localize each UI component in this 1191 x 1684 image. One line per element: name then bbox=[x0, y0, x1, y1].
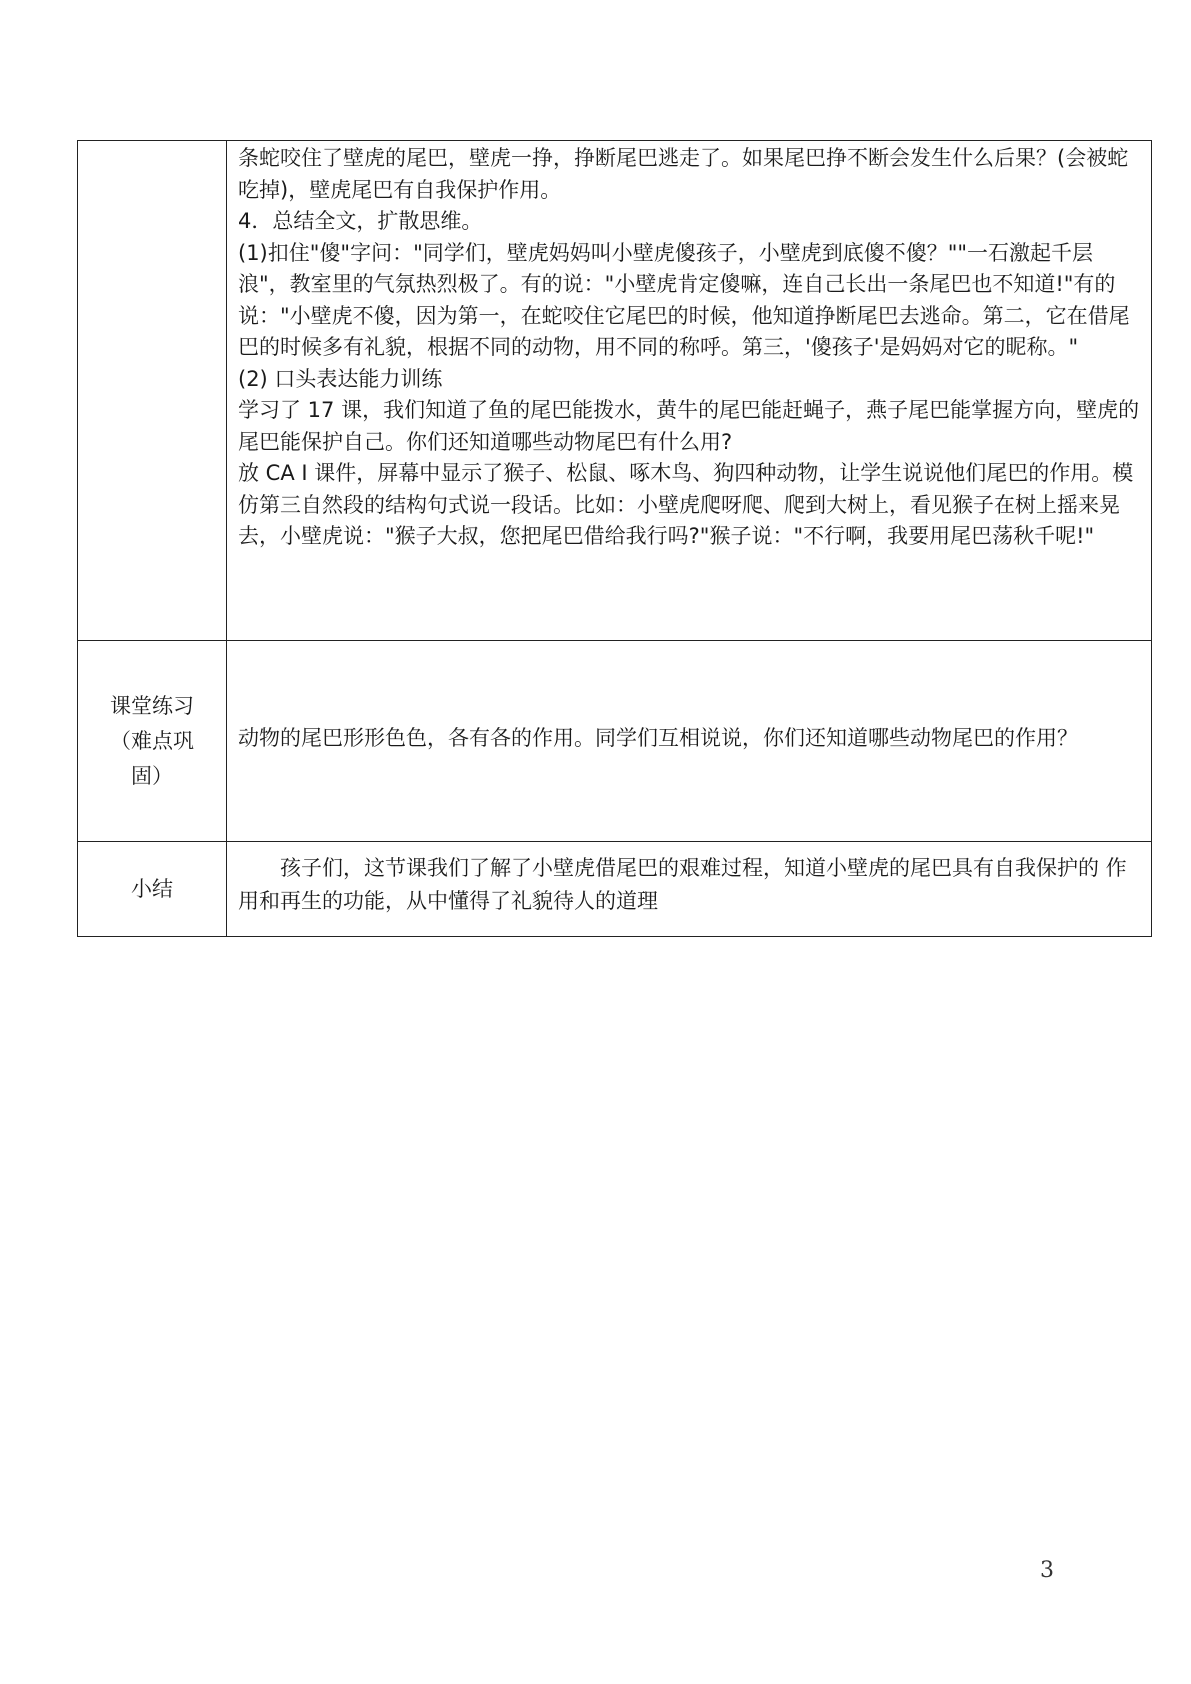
classroom-practice-row bbox=[78, 641, 1152, 842]
practice-label-line-3: 固） bbox=[131, 763, 173, 788]
classroom-practice-content bbox=[227, 641, 1152, 842]
page-number: 3 bbox=[1040, 1558, 1054, 1583]
summary-label: 小结 bbox=[78, 842, 227, 937]
practice-label-line-2: （难点巩 bbox=[110, 728, 194, 753]
teaching-process-content bbox=[227, 141, 1152, 641]
paragraph-snake-tail: 条蛇咬住了壁虎的尾巴，壁虎一挣，挣断尾巴逃走了。如果尾巴挣不断会发生什么后果？(会被蛇吃掉)，壁虎尾巴有自我保护作用。 bbox=[238, 146, 1129, 202]
practice-label-line-1: 课堂练习 bbox=[110, 693, 194, 718]
paragraph-silly-question: (1)扣住"傻"字问："同学们，壁虎妈妈叫小壁虎傻孩子，小壁虎到底傻不傻？""一石激起千层浪"，教室里的气氛热烈极了。有的说："小壁虎肯定傻嘛，连自己长出一条尾巴也不知道!"有的说："小壁虎不傻，因为第一，在蛇咬住它尾巴的时候，他知道挣断尾巴去逃命。第二，它在借尾巴的时候多有礼貌，根据不同的动物，用不同的称呼。第三，'傻孩子'是妈妈对它的昵称。" bbox=[238, 240, 1130, 359]
classroom-practice-label bbox=[78, 641, 227, 842]
paragraph-summary-heading: 4．总结全文，扩散思维。 bbox=[238, 209, 483, 233]
lesson-plan-table bbox=[77, 140, 1152, 937]
paragraph-oral-training-heading: (2) 口头表达能力训练 bbox=[238, 366, 443, 391]
practice-text: 动物的尾巴形形色色，各有各的作用。同学们互相说说，你们还知道哪些动物尾巴的作用？ bbox=[238, 726, 1078, 751]
summary-text: 孩子们，这节课我们了解了小壁虎借尾巴的艰难过程，知道小壁虎的尾巴具有自我保护的 作用和再生的功能，从中懂得了礼貌待人的道理 bbox=[238, 856, 1127, 913]
summary-row bbox=[78, 842, 1152, 937]
teaching-process-row bbox=[78, 141, 1152, 641]
summary-content bbox=[227, 842, 1152, 937]
paragraph-lesson-17: 学习了 17 课，我们知道了鱼的尾巴能拨水，黄牛的尾巴能赶蝇子，燕子尾巴能掌握方向，壁虎的尾巴能保护自己。你们还知道哪些动物尾巴有什么用? bbox=[238, 398, 1140, 454]
teaching-process-label-cell bbox=[78, 141, 227, 641]
paragraph-cai-courseware: 放 CA I 课件，屏幕中显示了猴子、松鼠、啄木鸟、狗四种动物，让学生说说他们尾巴的作用。模仿第三自然段的结构句式说一段话。比如：小壁虎爬呀爬、爬到大树上，看见猴子在树上摇来晃去，小壁虎说："猴子大叔，您把尾巴借给我行吗?"猴子说："不行啊，我要用尾巴荡秋千呢!" bbox=[238, 461, 1134, 548]
